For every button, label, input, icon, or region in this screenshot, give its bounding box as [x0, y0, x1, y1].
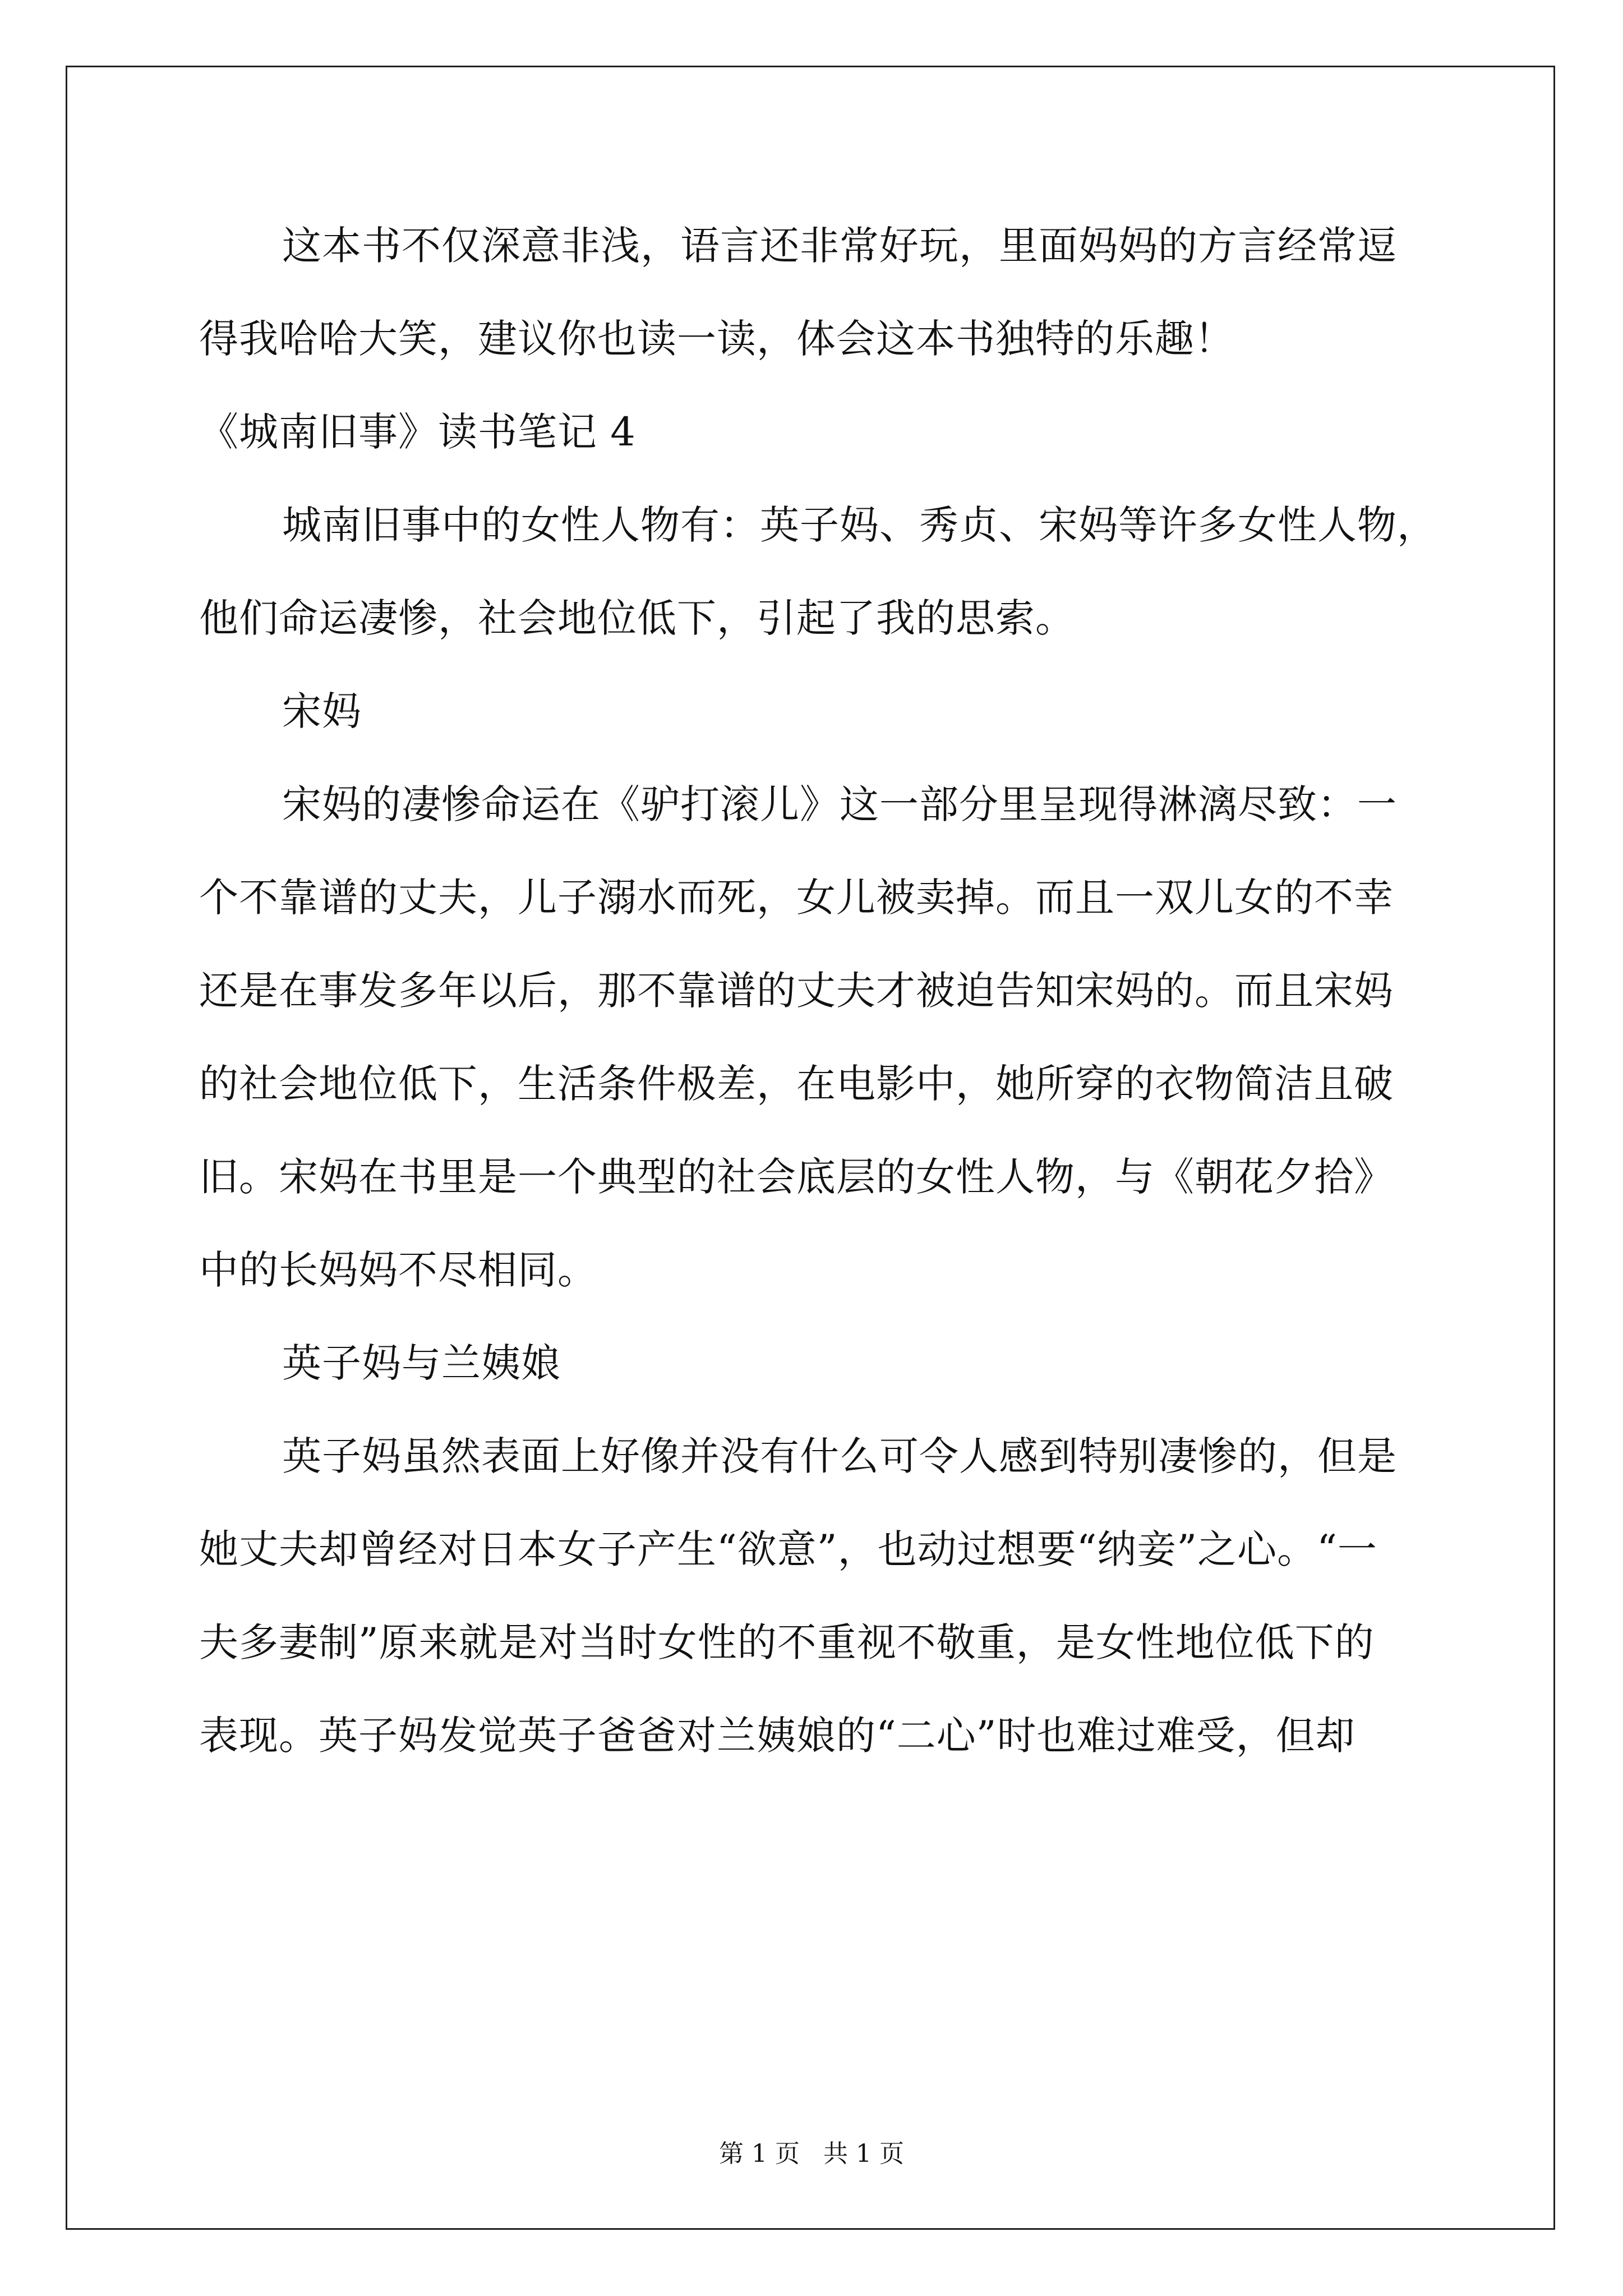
- text-line: 他们命运凄惨，社会地位低下，引起了我的思索。: [199, 595, 1075, 641]
- text-line: 这本书不仅深意非浅，语言还非常好玩，里面妈妈的方言经常逗: [282, 223, 1397, 269]
- text-line: 她丈夫却曾经对日本女子产生“欲意”，也动过想要“纳妾”之心。“一: [199, 1526, 1377, 1572]
- page-footer: 第 1 页 共 1 页: [719, 2139, 904, 2168]
- text-line: 的社会地位低下，生活条件极差，在电影中，她所穿的衣物简洁且破: [199, 1061, 1394, 1107]
- text-line: 个不靠谱的丈夫，儿子溺水而死，女儿被卖掉。而且一双儿女的不幸: [199, 875, 1394, 921]
- text-line: 旧。宋妈在书里是一个典型的社会底层的女性人物，与《朝花夕拾》: [199, 1154, 1394, 1200]
- text-line: 表现。英子妈发觉英子爸爸对兰姨娘的“二心”时也难过难受，但却: [199, 1713, 1355, 1759]
- document-body: [199, 199, 1437, 1782]
- text-line: 夫多妻制”原来就是对当时女性的不重视不敬重，是女性地位低下的: [199, 1619, 1375, 1665]
- text-line: 还是在事发多年以后，那不靠谱的丈夫才被迫告知宋妈的。而且宋妈: [199, 968, 1394, 1014]
- subsection-heading: 宋妈: [282, 688, 362, 734]
- subsection-heading: 英子妈与兰姨娘: [282, 1340, 561, 1386]
- text-line: 英子妈虽然表面上好像并没有什么可令人感到特别凄惨的，但是: [282, 1433, 1397, 1479]
- section-heading: 《城南旧事》读书笔记 4: [199, 409, 636, 455]
- text-line: 城南旧事中的女性人物有：英子妈、秀贞、宋妈等许多女性人物，: [282, 502, 1437, 548]
- text-line: 中的长妈妈不尽相同。: [199, 1247, 597, 1293]
- text-line: 得我哈哈大笑，建议你也读一读，体会这本书独特的乐趣！: [199, 316, 1234, 362]
- text-line: 宋妈的凄惨命运在《驴打滚儿》这一部分里呈现得淋漓尽致：一: [282, 781, 1397, 827]
